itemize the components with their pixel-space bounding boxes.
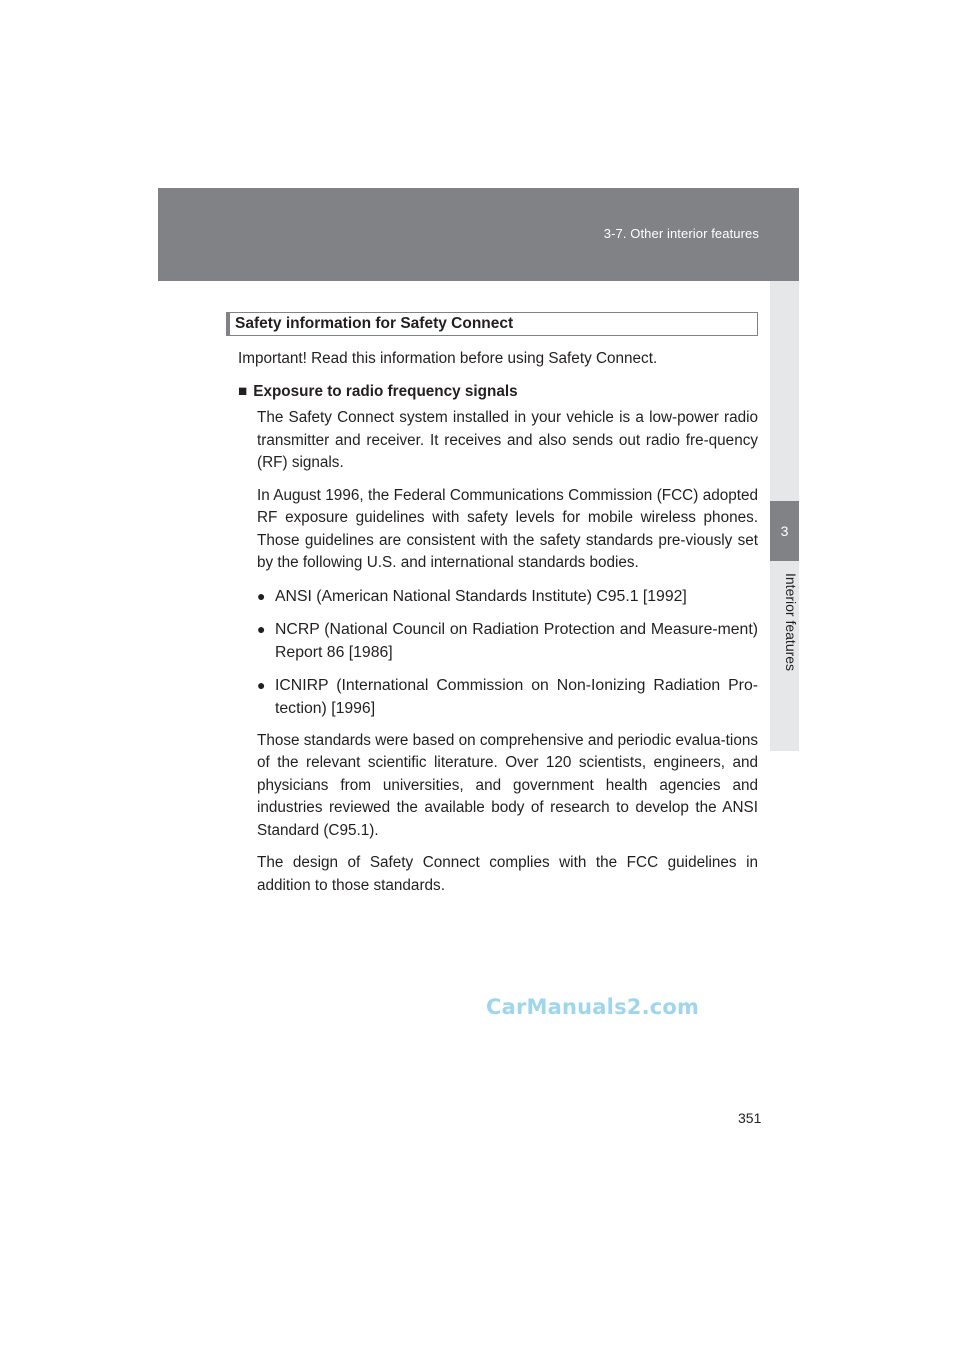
- bullet-icon: ●: [257, 587, 266, 604]
- page-number: 351: [738, 1110, 762, 1126]
- chapter-number: 3: [770, 501, 799, 561]
- paragraph: Those standards were based on comprehensive and periodic evalua-tions of the relevant scientific literature. Over 120 scientists, engineers, and physicians from universities, and government health agencies and industries reviewed the available body of research to develop the ANSI Standard (C95.1).: [257, 731, 758, 839]
- chapter-label: Interior features: [783, 573, 799, 672]
- paragraph: In August 1996, the Federal Communications Commission (FCC) adopted RF exposure guidelines with safety levels for mobile wireless phones. Those guidelines are consistent with the safety standards pre-viously set by the following U.S. and international standards bodies.: [257, 486, 758, 571]
- paragraph: The design of Safety Connect complies with the FCC guidelines in addition to those standards.: [257, 854, 758, 894]
- main-content: [238, 348, 758, 907]
- header-band: [158, 188, 799, 281]
- watermark-link[interactable]: CarManuals2.com: [486, 995, 700, 1019]
- list-item: [257, 618, 758, 664]
- section-title: 3-7. Other interior features: [603, 226, 759, 241]
- bullet-icon: ●: [257, 620, 266, 637]
- list-item: [257, 674, 758, 720]
- paragraph: The Safety Connect system installed in your vehicle is a low-power radio transmitter and receiver. It receives and also sends out radio fre-quency (RF) signals.: [257, 409, 758, 471]
- square-marker-icon: ■: [238, 382, 248, 400]
- chapter-side-tab: [770, 281, 799, 751]
- list-item-text: ANSI (American National Standards Institute) C95.1 [1992]: [275, 587, 687, 605]
- list-item-text: ICNIRP (International Commission on Non-Ionizing Radiation Pro-tection) [1996]: [275, 676, 758, 717]
- subheading-text: Exposure to radio frequency signals: [253, 382, 518, 400]
- list-item: [257, 585, 758, 608]
- list-item-text: NCRP (National Council on Radiation Protection and Measure-ment) Report 86 [1986]: [275, 620, 758, 661]
- section-heading: Safety information for Safety Connect: [226, 312, 758, 336]
- subheading: [238, 381, 758, 404]
- body-block: [238, 407, 758, 897]
- bullet-icon: ●: [257, 676, 266, 693]
- intro-text: Important! Read this information before using Safety Connect.: [238, 350, 658, 367]
